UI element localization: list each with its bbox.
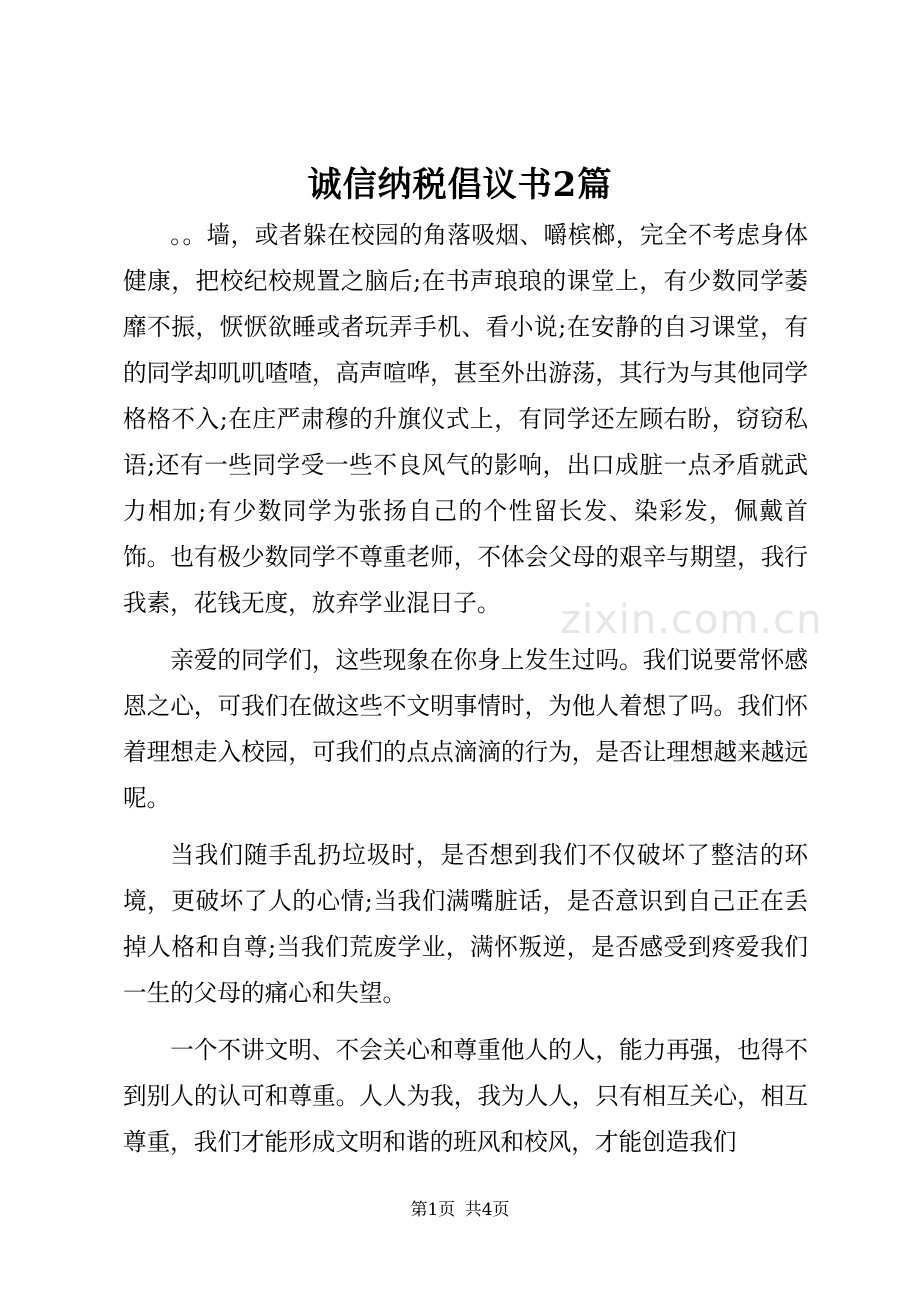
watermark: zixin.com.cn <box>560 597 823 643</box>
document-title: 诚信纳税倡议书2篇 <box>307 165 613 205</box>
page-number-footer: 第1页 共4页 <box>410 1200 510 1220</box>
document-body <box>123 212 823 1176</box>
paragraph-3: 当我们随手乱扔垃圾时，是否想到我们不仅破坏了整洁的环境，更破坏了人的心情;当我们满嘴脏话，是否意识到自己正在丢掉人格和自尊;当我们荒废学业，满怀叛逆，是否感受到疼爱我们一生的父母的痛心和失望。 <box>123 841 808 1007</box>
paragraph-1: 。。墙，或者躲在校园的角落吸烟、嚼槟榔，完全不考虑身体健康，把校纪校规置之脑后;在书声琅琅的课堂上，有少数同学萎靡不振，恹恹欲睡或者玩弄手机、看小说;在安静的自习课堂，有的同学却叽叽喳喳，高声喧哗，甚至外出游荡，其行为与其他同学格格不入;在庄严肃穆的升旗仪式上，有同学还左顾右盼，窃窃私语;还有一些同学受一些不良风气的影响，出口成脏一点矛盾就武力相加;有少数同学为张扬自己的个性留长发、染彩发，佩戴首饰。也有极少数同学不尊重老师，不体会父母的艰辛与期望，我行我素，花钱无度，放弃学业混日子。 <box>123 221 808 617</box>
paragraph-2: 亲爱的同学们，这些现象在你身上发生过吗。我们说要常怀感恩之心，可我们在做这些不文明事情时，为他人着想了吗。我们怀着理想走入校园，可我们的点点滴滴的行为，是否让理想越来越远呢。 <box>123 646 808 812</box>
paragraph-4: 一个不讲文明、不会关心和尊重他人的人，能力再强，也得不到别人的认可和尊重。人人为我，我为人人，只有相互关心，相互尊重，我们才能形成文明和谐的班风和校风，才能创造我们 <box>123 1036 808 1156</box>
